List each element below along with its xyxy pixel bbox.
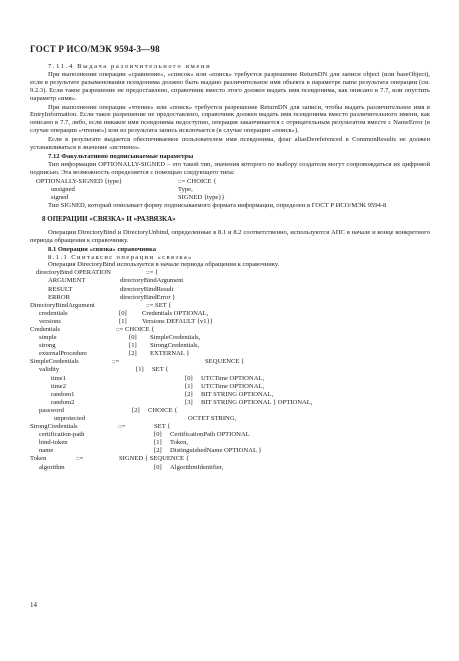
code-token: [1] (136, 366, 144, 374)
code-token: StrongCredentials, (150, 342, 200, 350)
code-token: UTCTime OPTIONAL, (201, 382, 265, 390)
code-token: ::= { (146, 269, 159, 277)
paragraph: Тип SIGNED, который описывает форму подписываемого формата информации, определен в ГОСТ Р ИСО/МЭК 9594-8 (48, 201, 387, 209)
code-line (30, 366, 430, 374)
code-token: directoryBind OPERATION (36, 269, 111, 277)
code-token: [0] (185, 374, 193, 382)
code-token: Token, (170, 439, 189, 447)
code-token: [0] (154, 431, 162, 439)
code-line (30, 178, 430, 186)
code-token: directoryBindArgument (120, 277, 184, 285)
code-token: [2] (132, 406, 140, 414)
code-line (30, 439, 430, 447)
code-token: externalProcedure (39, 350, 87, 358)
code-token: CHOICE { (148, 406, 178, 414)
code-token: unsigned (51, 185, 75, 193)
code-token: strong (39, 342, 56, 350)
code-token: directoryBindError } (120, 293, 176, 301)
code-line (30, 269, 430, 277)
document-header: ГОСТ Р ИСО/МЭК 9594-3—98 (30, 44, 160, 54)
code-line (30, 375, 430, 383)
code-token: unprotected (54, 415, 86, 422)
code-line (30, 464, 430, 472)
code-token: [1] (129, 342, 137, 350)
code-token: password (39, 406, 64, 414)
code-token: [2] (154, 447, 162, 455)
code-token: ::= (76, 455, 84, 463)
code-token: [0] (119, 309, 127, 317)
code-token: [3] (185, 398, 193, 406)
code-token: bind-token (39, 439, 68, 447)
code-line (30, 431, 430, 439)
code-token: signed (51, 193, 69, 201)
code-line (30, 358, 430, 366)
code-line (30, 399, 430, 407)
code-token: SET { (154, 423, 171, 431)
code-line (30, 294, 430, 302)
code-token: Credentials (30, 325, 61, 333)
code-token: DistinguishedName OPTIONAL } (170, 447, 262, 455)
code-line (30, 186, 430, 194)
paragraph: При выполнении операции «сравнение», «список» или «поиск» требуется разрешение ReturnDN для записи object (или baseObject), если в результате разыменования псевдонима должно быть выдано различительное имя объекта в параметре name результата операции (см. 9.2.3). Если такое разрешение не предоставлено, справочник вместо этого должен выдать имя псевдонима, как описано в 7.7, или опустить параметр «имя». (30, 70, 430, 102)
code-token: [2] (185, 390, 193, 398)
code-token: ARGUMENT (48, 277, 86, 285)
code-token: Type, (178, 185, 193, 193)
code-token: SIGNED { SEQUENCE { (119, 455, 189, 463)
code-token: Credentials OPTIONAL, (142, 309, 209, 317)
code-token: certification-path (39, 431, 85, 439)
code-token: SEQUENCE { (205, 358, 245, 366)
code-token: versions (39, 317, 61, 325)
code-token: directoryBindResult (120, 285, 174, 293)
code-line (30, 310, 430, 318)
clause-7-11-4-heading: 7.11.4 Выдача различительного имени (48, 63, 212, 70)
code-line (30, 350, 430, 358)
section-8-heading: 8 ОПЕРАЦИИ «СВЯЗКА» И «РАЗВЯЗКА» (42, 214, 176, 223)
code-token: SIGNED {type}} (178, 193, 225, 201)
code-line (30, 277, 430, 285)
code-token: EXTERNAL } (150, 350, 190, 358)
code-line (30, 391, 430, 399)
code-token: SimpleCredentials, (150, 334, 201, 342)
code-line (30, 383, 430, 391)
page-content (30, 63, 430, 472)
code-token: ERROR (48, 293, 70, 301)
code-line (30, 302, 430, 310)
code-token: time2 (51, 382, 67, 390)
code-token: SET { (152, 366, 169, 374)
code-token: Token (30, 455, 47, 463)
code-token: ::= CHOICE { (116, 325, 155, 333)
code-block-directory-bind (30, 269, 430, 471)
paragraph: Тип информации OPTIONALLY-SIGNED – это такой тип, значения которого по выбору создателя могут сопровождаться их цифровой подписью. Эта возможность определяется с помощью следующего типа: (30, 160, 430, 176)
code-token: SimpleCredentials (30, 358, 79, 366)
code-token: StrongCredentials (30, 423, 78, 431)
code-token: UTCTime OPTIONAL, (201, 374, 265, 382)
code-token: OPTIONALLY-SIGNED {type} (36, 177, 123, 185)
code-line (30, 194, 430, 202)
clause-8-1-1-heading: 8.1.1 Синтаксис операции «связка» (48, 253, 193, 261)
code-token: [0] (154, 463, 162, 471)
code-line (30, 326, 430, 334)
code-line (30, 407, 430, 415)
code-line (30, 318, 430, 326)
code-token: DirectoryBindArgument (30, 301, 95, 309)
code-token: credentials (39, 309, 68, 317)
page-number: 14 (30, 601, 37, 609)
code-token: random2 (51, 398, 75, 406)
paragraph: Операция DirectoryBind используется в начале периода обращения к справочнику. (48, 261, 280, 269)
code-line (30, 455, 430, 463)
paragraph: Если в результате выдается обеспечиваемое пользователем имя псевдонима, флаг aliasDereferenced в CommonResults не должен устанавливаться в значение «истинно». (30, 136, 430, 152)
code-token: RESULT (48, 285, 73, 293)
code-block-optionally-signed (30, 178, 430, 202)
code-line (30, 415, 430, 423)
code-token: simple (39, 334, 57, 342)
code-token: [1] (119, 317, 127, 325)
code-token: BIT STRING OPTIONAL, (201, 390, 274, 398)
code-token: time1 (51, 374, 67, 382)
paragraph: При выполнении операции «чтение» или «поиск» требуется разрешение ReturnDN для записи, чтобы выдать различительное имя в EntryInformation. Если такое разрешение не предоставлено, справочник должен выдать имя псевдонима вместо различительного имени, как описано в 7.7, либо, если никакое имя псевдонима недоступно, операция заканчивается с отрицательным результатом вместе с NameError (в случае операции «чтение») или из результата запись исключается (в случае операции «поиск»). (30, 103, 430, 135)
paragraph: Операции DirectoryBind и DirectoryUnbind, определенные в 8.1 и 8.2 соответственно, используются АПС в начале и конце конкретного периода обращения к справочнику. (30, 228, 430, 244)
code-token: random1 (51, 390, 75, 398)
code-token: name (39, 447, 54, 455)
code-token: AlgorithmIdentifier, (170, 463, 224, 471)
code-token: [1] (154, 439, 162, 447)
clause-8-1-heading: 8.1 Операция «связка» справочника (48, 245, 157, 253)
code-token: Versions DEFAULT {v1}} (142, 317, 213, 325)
code-token: validity (39, 366, 60, 374)
code-token: [0] (129, 334, 137, 342)
code-token: ::= (112, 358, 120, 366)
code-line (30, 423, 430, 431)
code-token: algorithm (39, 463, 65, 471)
code-token: [1] (185, 382, 193, 390)
code-line (30, 334, 430, 342)
code-token: [2] (129, 350, 137, 358)
code-token: ::= (118, 423, 126, 431)
code-token: OCTET STRING, (188, 415, 237, 422)
code-token: ::= SET { (146, 301, 172, 309)
clause-7-12-heading: 7.12 Факультативно подписываемые параметры (48, 152, 194, 160)
code-token: CertificationPath OPTIONAL (170, 431, 250, 439)
code-line (30, 342, 430, 350)
code-line (30, 447, 430, 455)
code-token: ::= CHOICE { (178, 177, 217, 185)
code-line (30, 286, 430, 294)
code-token: BIT STRING OPTIONAL } OPTIONAL, (201, 398, 313, 406)
